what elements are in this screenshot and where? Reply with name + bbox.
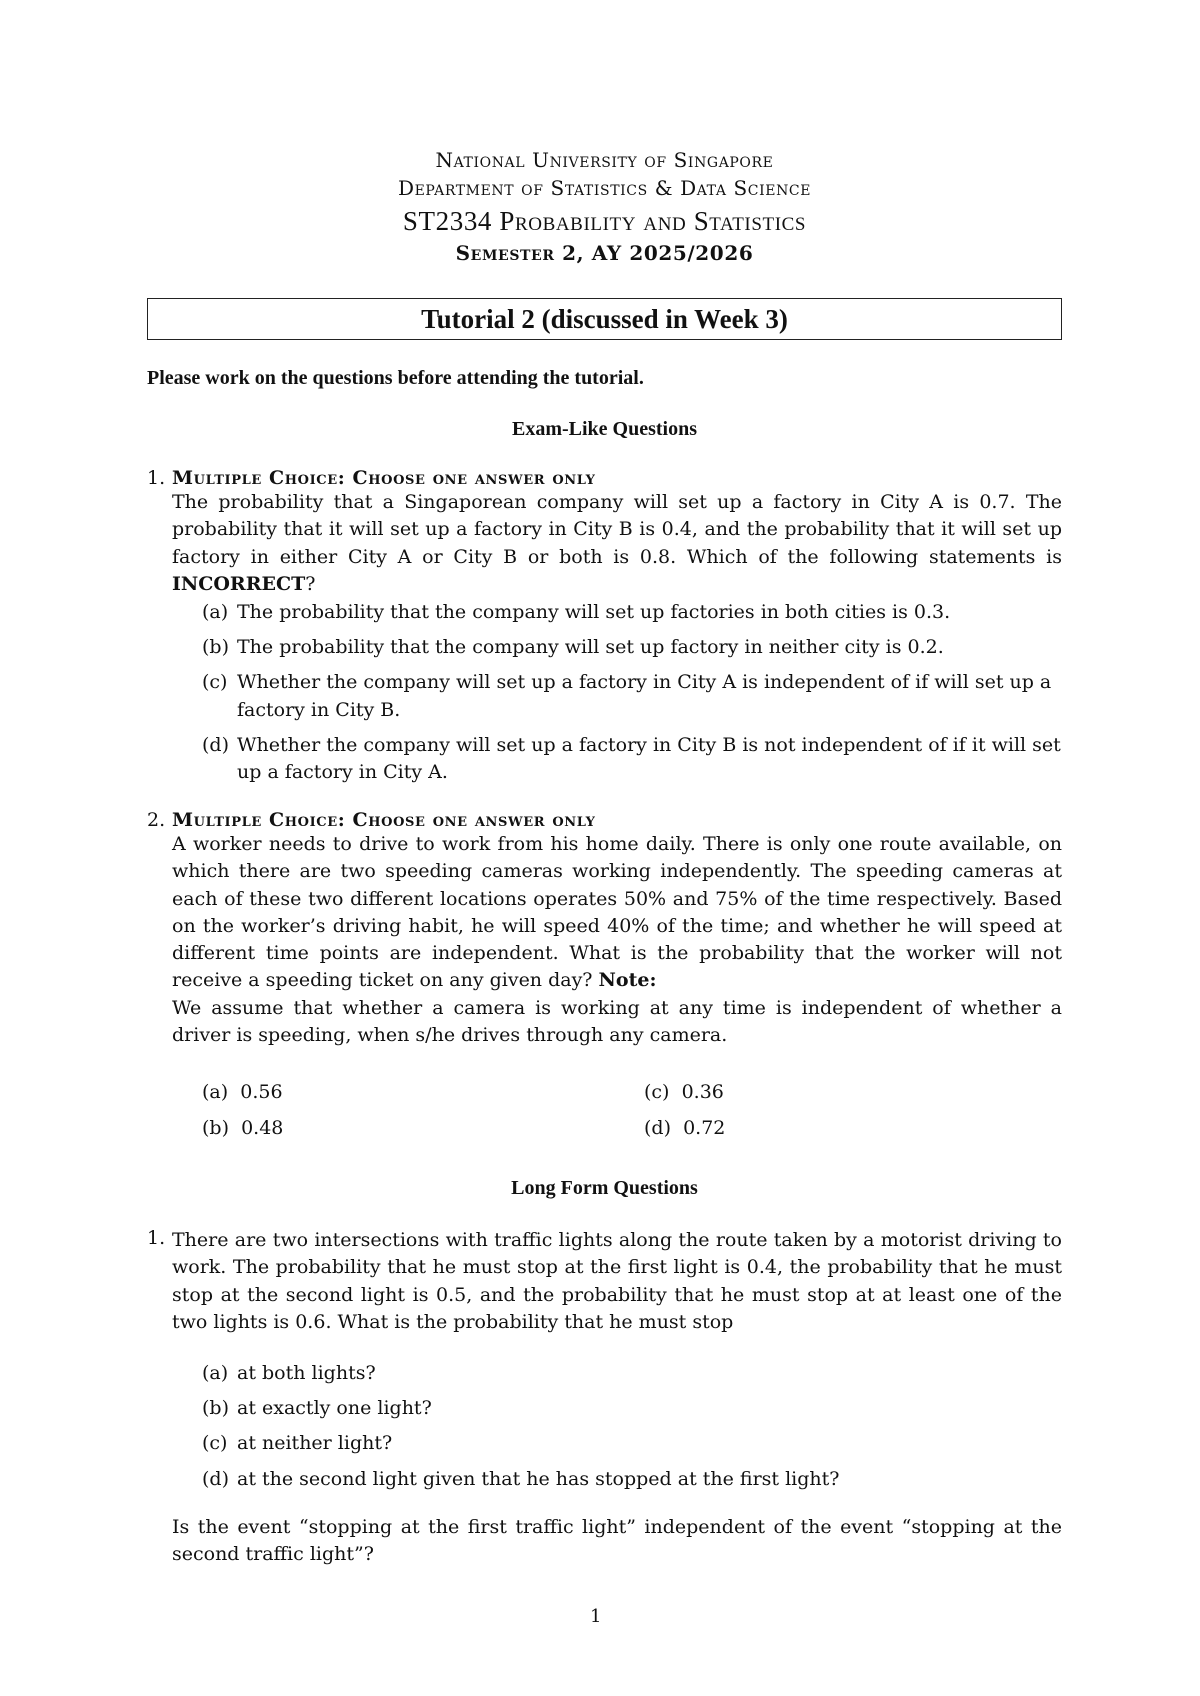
option-text: The probability that the company will set up factory in neither city is 0.2. bbox=[237, 636, 944, 659]
question-text: There are two intersections with traffic lights along the route taken by a motorist driving to work. The probability that he must stop at the first light is 0.4, the probability that he must stop at the second light is 0.5, and the probability that he must stop at at least one of the two lights is 0.6. What is the probability that he must stop bbox=[172, 1229, 1062, 1333]
long-question-1-followup: Is the event “stopping at the first traffic light” independent of the event “stopping at the second traffic light”? bbox=[172, 1516, 1062, 1566]
option-text: at exactly one light? bbox=[237, 1397, 432, 1420]
option-label: (d) bbox=[202, 733, 229, 756]
question-text bbox=[172, 831, 1062, 995]
option-text: 0.36 bbox=[681, 1081, 724, 1103]
option-a bbox=[202, 599, 1062, 626]
option-d bbox=[202, 1466, 1062, 1493]
question-text bbox=[172, 489, 1062, 598]
long-question-1-options bbox=[202, 1360, 1062, 1493]
option-a bbox=[202, 1360, 1062, 1387]
question-number: 1. bbox=[147, 467, 166, 489]
option-text: 0.72 bbox=[683, 1117, 726, 1139]
note-label: Note: bbox=[598, 969, 657, 992]
option-label: (b) bbox=[202, 1117, 229, 1139]
option-text: The probability that the company will set up factories in both cities is 0.3. bbox=[237, 601, 951, 623]
option-text: at the second light given that he has stopped at the first light? bbox=[237, 1467, 840, 1490]
option-b bbox=[202, 1110, 402, 1146]
option-label: (c) bbox=[202, 671, 228, 694]
question-text-emphasis: INCORRECT bbox=[172, 572, 306, 595]
question-text-part: The probability that a Singaporean company will set up a factory in City A is 0.7. The probability that it will set up a factory in City B is 0.4, and the probability that it will set up factory in either City A or City B or both is 0.8. Which of the following statements is bbox=[172, 491, 1062, 568]
university-name: National University of Singapore bbox=[435, 148, 774, 172]
long-form-heading: Long Form Questions bbox=[511, 1177, 698, 1199]
question-note: We assume that whether a camera is working at any time is independent of whether a driver is speeding, when s/he drives through any camera. bbox=[172, 996, 1062, 1047]
option-text: 0.48 bbox=[241, 1117, 284, 1139]
option-label: (c) bbox=[202, 1432, 228, 1455]
option-text: at neither light? bbox=[237, 1432, 393, 1455]
question-text-part: A worker needs to drive to work from his home daily. There is only one route available, on which there are two speeding cameras working independently. The speeding cameras at each of these two different locations operates 50% and 75% of the time respectively. Based on the worker’s driving habit, he will speed 40% of the time; and whether he will speed at different time points are independent. What is the probability that the worker will not receive a speeding ticket on any given day? bbox=[172, 833, 1062, 992]
question-number: 1. bbox=[147, 1227, 166, 1249]
option-b bbox=[202, 634, 1062, 661]
option-d bbox=[202, 732, 1062, 786]
option-d bbox=[644, 1110, 844, 1146]
option-text: Whether the company will set up a factory in City A is independent of if will set up a factory in City B. bbox=[237, 671, 1052, 721]
exam-question-1-options bbox=[202, 599, 1062, 786]
exam-question-2 bbox=[147, 809, 1062, 1049]
exam-question-2-options bbox=[202, 1074, 1062, 1154]
option-label: (d) bbox=[202, 1467, 229, 1490]
option-label: (b) bbox=[202, 636, 229, 659]
question-heading: Multiple Choice: Choose one answer only bbox=[172, 809, 596, 831]
department-name: Department of Statistics & Data Science bbox=[397, 176, 812, 200]
option-label: (b) bbox=[202, 1397, 229, 1420]
exam-like-heading: Exam-Like Questions bbox=[511, 418, 698, 440]
question-text-part: ? bbox=[305, 572, 316, 595]
exam-question-1 bbox=[147, 467, 1062, 598]
option-c bbox=[202, 1430, 1062, 1457]
semester-label: Semester 2, AY 2025/2026 bbox=[455, 241, 754, 265]
option-a bbox=[202, 1074, 402, 1110]
option-label: (c) bbox=[644, 1081, 670, 1103]
option-c bbox=[644, 1074, 844, 1110]
option-text: 0.56 bbox=[240, 1081, 283, 1103]
long-question-1 bbox=[147, 1227, 1062, 1336]
option-text: at both lights? bbox=[237, 1362, 376, 1384]
option-label: (a) bbox=[202, 1362, 229, 1384]
option-c bbox=[202, 669, 1062, 723]
option-label: (a) bbox=[202, 1081, 229, 1103]
question-number: 2. bbox=[147, 809, 166, 831]
page-number: 1 bbox=[590, 1606, 602, 1627]
instruction-text: Please work on the questions before attending the tutorial. bbox=[147, 367, 644, 389]
option-b bbox=[202, 1395, 1062, 1422]
option-text: Whether the company will set up a factory in City B is not independent of if it will set up a factory in City A. bbox=[237, 733, 1061, 784]
course-title: ST2334 Probability and Statistics bbox=[402, 206, 807, 236]
option-label: (a) bbox=[202, 601, 229, 623]
tutorial-title-box: Tutorial 2 (discussed in Week 3) bbox=[147, 298, 1062, 340]
option-label: (d) bbox=[644, 1117, 671, 1139]
question-heading: Multiple Choice: Choose one answer only bbox=[172, 467, 596, 489]
